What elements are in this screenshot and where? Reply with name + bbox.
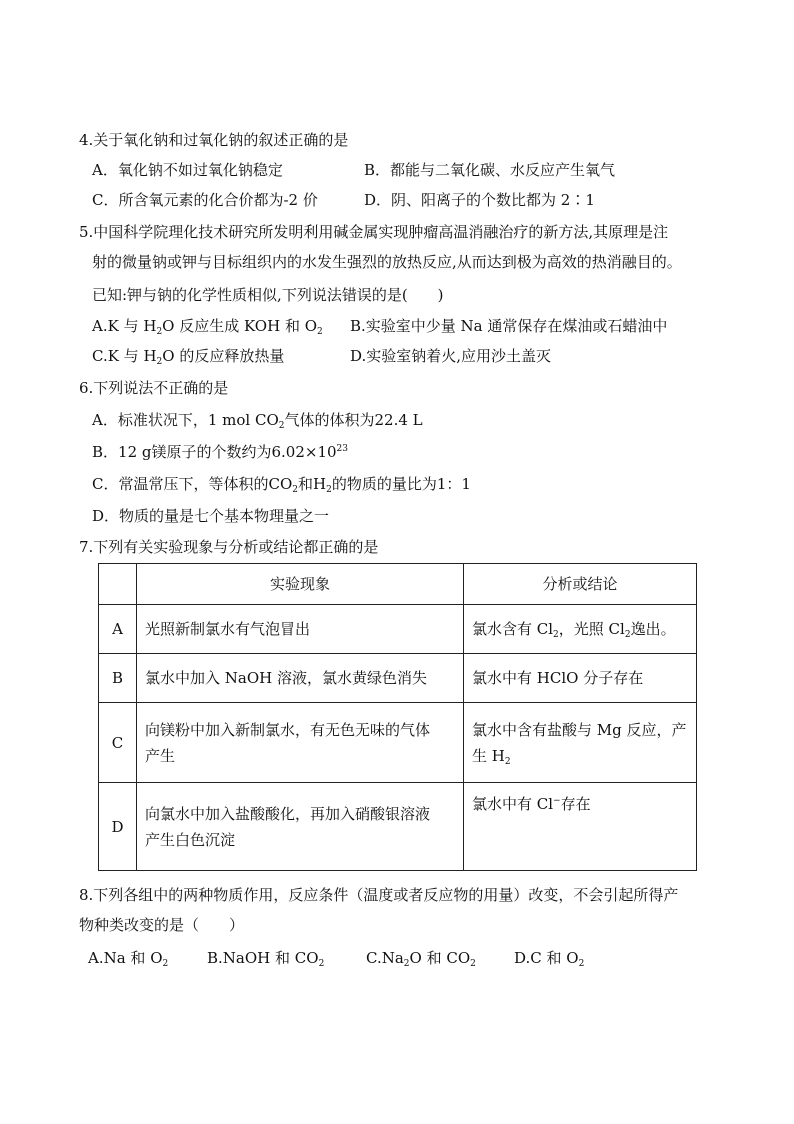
table-header-row [99,564,697,605]
subscript: 2 [326,485,332,495]
subscript: 2 [553,630,559,640]
row-label: A [99,605,137,654]
row-label: C [99,703,137,783]
table-row [99,654,697,703]
subscript: 2 [162,959,169,969]
q5-a-text: A.K 与 H [92,317,157,335]
conclusion-cell: 氯水中有 HClO 分子存在 [464,654,697,703]
subscript: 2 [578,959,585,969]
q6-c-text: 的物质的量比为1：1 [331,475,471,493]
q6-b-text: B．12 g镁原子的个数约为6.02×10 [92,443,337,461]
q8-d-text: D.C 和 O [514,949,579,967]
q8-option-d [514,948,584,968]
q6-option-d: D．物质的量是七个基本物理量之一 [92,507,330,525]
q4-stem: 4.关于氧化钠和过氧化钠的叙述正确的是 [79,131,349,149]
q8-c-text: C.Na [366,949,404,967]
q6-option-a [92,410,423,430]
q5-c-text: C.K 与 H [92,347,157,365]
q6-a-text: A．标准状况下，1 mol CO [92,411,279,429]
header-conclusion: 分析或结论 [464,564,697,605]
q8-b-text: B.NaOH 和 CO [207,949,319,967]
cell-text: 向氯水中加入盐酸酸化，再加入硝酸银溶液 [145,804,431,823]
subscript: 2 [318,959,325,969]
q8-stem-line-2: 物种类改变的是（ ） [79,916,245,934]
subscript: 2 [292,485,298,495]
conclusion-cell [464,605,697,654]
q5-option-d: D.实验室钠着火,应用沙土盖灭 [350,347,552,365]
subscript: 2 [156,357,163,367]
conclusion-cell [464,703,697,783]
subscript: 2 [624,630,631,640]
cell-text: 氯水中有 Cl [472,795,554,813]
cell-text: 向镁粉中加入新制氯水，有无色无味的气体 [145,720,431,739]
q5-stem-line-1: 5.中国科学院理化技术研究所发明利用碱金属实现肿瘤高温消融治疗的新方法,其原理是注 [79,223,669,241]
phenomenon-cell [137,783,464,871]
q8-option-c [366,948,476,968]
q5-stem-line-3: 已知:钾与钠的化学性质相似,下列说法错误的是( ) [92,286,444,304]
phenomenon-cell [137,703,464,783]
subscript: 2 [156,327,163,337]
cell-text: 生 H [472,746,505,765]
superscript: 23 [336,444,348,454]
q5-option-c [92,346,284,366]
q6-a-text: 气体的体积为22.4 L [284,411,423,429]
table-row [99,703,697,783]
q8-a-text: A.Na 和 O [88,949,163,967]
q8-option-a [88,948,168,968]
superscript: − [553,796,561,806]
subscript: 2 [317,327,323,337]
q8-stem-line-1: 8.下列各组中的两种物质作用，反应条件（温度或者反应物的用量）改变，不会引起所得产 [79,886,679,904]
row-label: B [99,654,137,703]
subscript: 2 [470,959,476,969]
subscript: 2 [278,421,285,431]
row-label: D [99,783,137,871]
header-blank [99,564,137,605]
q6-c-text: 和H [298,475,327,493]
q6-c-text: C．常温常压下，等体积的CO [92,475,293,493]
q8-option-b [207,948,324,968]
cell-text: 逸出。 [630,620,676,638]
q6-stem: 6.下列说法不正确的是 [79,379,229,397]
q4-option-a: A．氧化钠不如过氧化钠稳定 [92,161,283,179]
table-row [99,605,697,654]
q4-option-d: D．阴、阳离子的个数比都为 2∶1 [364,191,595,209]
cell-text: 氯水含有 Cl [472,620,554,638]
phenomenon-cell: 氯水中加入 NaOH 溶液，氯水黄绿色消失 [137,654,464,703]
table-row [99,783,697,871]
cell-text: ，光照 Cl [558,620,625,638]
subscript: 2 [403,959,410,969]
subscript: 2 [504,756,511,767]
experiment-table [98,563,697,871]
q6-option-c [92,474,471,494]
q5-c-text: O 的反应释放热量 [162,347,285,365]
conclusion-cell [464,783,697,871]
cell-text: 存在 [560,795,591,813]
phenomenon-cell: 光照新制氯水有气泡冒出 [137,605,464,654]
cell-text: 氯水中含有盐酸与 Mg 反应，产 [472,720,687,739]
cell-text: 产生 [145,746,176,765]
q6-option-b [92,442,348,462]
q4-option-b: B．都能与二氧化碳、水反应产生氧气 [364,161,616,179]
q4-option-c: C．所含氧元素的化合价都为-2 价 [92,191,318,209]
q5-a-text: O 反应生成 KOH 和 O [162,317,318,335]
q7-stem: 7.下列有关实验现象与分析或结论都正确的是 [79,538,379,556]
cell-text: 产生白色沉淀 [145,830,236,849]
q5-option-b: B.实验室中少量 Na 通常保存在煤油或石蜡油中 [350,317,668,335]
q5-stem-line-2: 射的微量钠或钾与目标组织内的水发生强烈的放热反应,从而达到极为高效的热消融目的。 [92,253,682,271]
q8-c-text: O 和 CO [409,949,471,967]
q5-option-a [92,316,323,336]
header-phenomenon: 实验现象 [137,564,464,605]
